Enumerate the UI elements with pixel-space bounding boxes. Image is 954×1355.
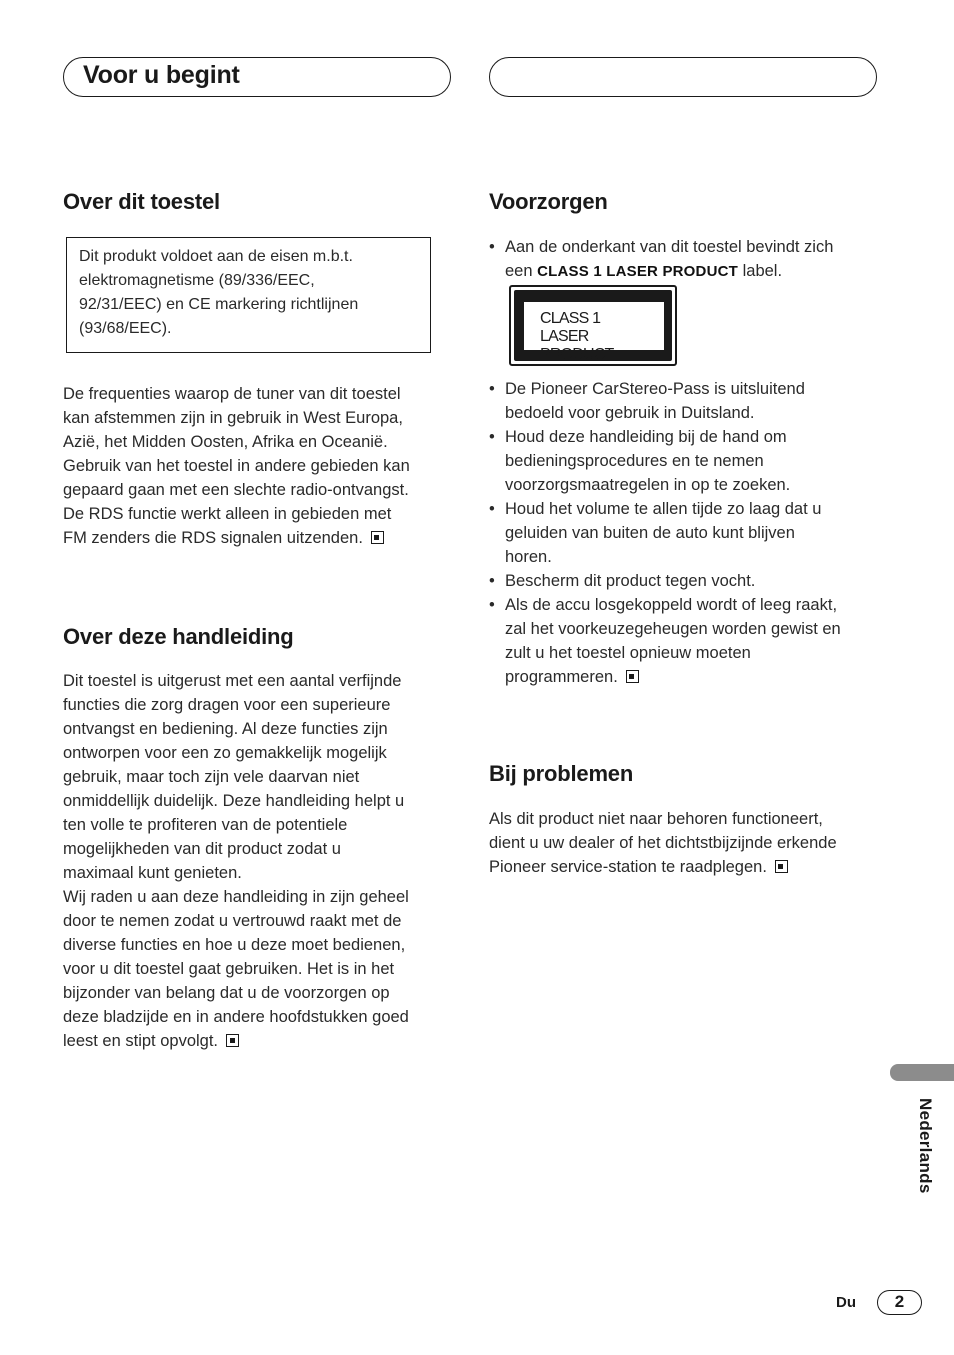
end-of-section-icon	[371, 531, 384, 544]
para-line-last	[63, 1029, 458, 1053]
bullet-icon: •	[489, 500, 495, 518]
para-line: ontvangst en bediening. Al deze functies zijn	[63, 720, 388, 738]
bullet-line: De Pioneer CarStereo-Pass is uitsluitend	[505, 380, 805, 398]
language-tab-label: Nederlands	[916, 1098, 935, 1194]
para-line: deze bladzijde en in andere hoofdstukken goed	[63, 1008, 409, 1026]
para-line: gepaard gaan met een slechte radio-ontvangst.	[63, 481, 409, 499]
bullet-icon: •	[489, 596, 495, 614]
para-line: door te nemen zodat u vertrouwd raakt met de	[63, 912, 402, 930]
para-line: De frequenties waarop de tuner van dit toestel	[63, 385, 401, 403]
laser-product-label	[509, 285, 677, 366]
note-line: (93/68/EEC).	[79, 320, 172, 337]
para-line: Gebruik van het toestel in andere gebieden kan	[63, 457, 410, 475]
bullet-line: geluiden van buiten de auto kunt blijven	[505, 524, 795, 542]
para-line: mogelijkheden van dit product zodat u	[63, 840, 341, 858]
para-line: Azië, het Midden Oosten, Afrika en Oceanië.	[63, 433, 388, 451]
laser-label-line: LASER PRODUCT	[540, 328, 614, 363]
header-right-box	[489, 57, 877, 97]
bullet-line: voorzorgsmaatregelen in op te zoeken.	[505, 476, 791, 494]
para-line: Wij raden u aan deze handleiding in zijn geheel	[63, 888, 409, 906]
laser-label-panel	[524, 302, 664, 363]
list-item	[489, 235, 884, 284]
note-line: Dit produkt voldoet aan de eisen m.b.t.	[79, 248, 353, 265]
bullet-line-last	[505, 665, 884, 689]
heading-over-deze-handleiding: Over deze handleiding	[63, 624, 294, 649]
para-line: dient u uw dealer of het dichtstbijzijnde erkende	[489, 834, 837, 852]
para-line: functies die zorg dragen voor een superieure	[63, 696, 391, 714]
para-line: FM zenders die RDS signalen uitzenden.	[63, 529, 363, 547]
bullet-text: een	[505, 262, 538, 280]
para-line: kan afstemmen zijn in gebruik in West Europa,	[63, 409, 403, 427]
list-item	[489, 377, 884, 425]
problems-paragraph	[489, 807, 884, 879]
list-item	[489, 497, 884, 569]
para-line: leest en stipt opvolgt.	[63, 1032, 219, 1050]
bullet-icon: •	[489, 572, 495, 590]
para-line: bijzonder van belang dat u de voorzorgen op	[63, 984, 390, 1002]
bullet-line: Als de accu losgekoppeld wordt of leeg raakt,	[505, 596, 838, 614]
bullet-line: bedieningsprocedures en te nemen	[505, 452, 764, 470]
bullet-line: zult u het toestel opnieuw moeten	[505, 644, 751, 662]
bullet-line: Houd het volume te allen tijde zo laag dat u	[505, 500, 822, 518]
para-line: ontworpen voor een zo gemakkelijk mogelijk	[63, 744, 387, 762]
heading-bij-problemen: Bij problemen	[489, 761, 634, 786]
laser-label-frame	[514, 290, 672, 361]
heading-over-dit-toestel: Over dit toestel	[63, 189, 220, 214]
bullet-line: Aan de onderkant van dit toestel bevindt zich	[505, 238, 834, 256]
laser-product-bold: CLASS 1 LASER PRODUCT	[537, 263, 739, 280]
para-line: diverse functies en hoe u deze moet bedienen,	[63, 936, 406, 954]
precautions-list	[489, 377, 884, 689]
bullet-line: Bescherm dit product tegen vocht.	[505, 572, 756, 590]
laser-label-line: CLASS 1	[540, 310, 601, 327]
frequency-paragraph	[63, 382, 453, 550]
language-code: Du	[836, 1294, 856, 1311]
para-line: Pioneer service-station te raadplegen.	[489, 858, 767, 876]
bullet-line: zal het voorkeuzegeheugen worden gewist en	[505, 620, 841, 638]
end-of-section-icon	[626, 670, 639, 683]
list-item	[489, 569, 884, 593]
para-line: Dit toestel is uitgerust met een aantal verfijnde	[63, 672, 402, 690]
para-line: gebruik, maar toch zijn vele daarvan niet	[63, 768, 360, 786]
para-line: onmiddellijk duidelijk. Deze handleiding helpt u	[63, 792, 405, 810]
list-item	[489, 425, 884, 497]
bullet-line	[505, 259, 884, 284]
para-line: voor u dit toestel gaat gebruiken. Het is in het	[63, 960, 395, 978]
bullet-icon: •	[489, 380, 495, 398]
bullet-line: bedoeld voor gebruik in Duitsland.	[505, 404, 755, 422]
bullet-line: programmeren.	[505, 668, 618, 686]
note-line: 92/31/EEC) en CE markering richtlijnen	[79, 296, 359, 313]
heading-voorzorgen: Voorzorgen	[489, 189, 608, 214]
precautions-list-top	[489, 235, 884, 284]
note-line: elektromagnetisme (89/336/EEC,	[79, 272, 315, 289]
para-line: Als dit product niet naar behoren functioneert,	[489, 810, 823, 828]
header-title-box	[63, 57, 451, 97]
manual-paragraph	[63, 669, 458, 1053]
bullet-line: Houd deze handleiding bij de hand om	[505, 428, 787, 446]
end-of-section-icon	[775, 860, 788, 873]
page-number: 2	[877, 1290, 922, 1315]
bullet-icon: •	[489, 238, 495, 256]
para-line-last	[489, 855, 884, 879]
bullet-text: label.	[738, 262, 783, 280]
page-title: Voor u begint	[83, 61, 240, 89]
bullet-icon: •	[489, 428, 495, 446]
para-line-last	[63, 526, 453, 550]
end-of-section-icon	[226, 1034, 239, 1047]
language-tab-marker	[890, 1064, 954, 1081]
list-item	[489, 593, 884, 689]
para-line: maximaal kunt genieten.	[63, 864, 242, 882]
para-line: De RDS functie werkt alleen in gebieden met	[63, 505, 392, 523]
ce-compliance-note	[66, 237, 431, 353]
para-line: ten volle te profiteren van de potentiele	[63, 816, 348, 834]
bullet-line: horen.	[505, 548, 552, 566]
